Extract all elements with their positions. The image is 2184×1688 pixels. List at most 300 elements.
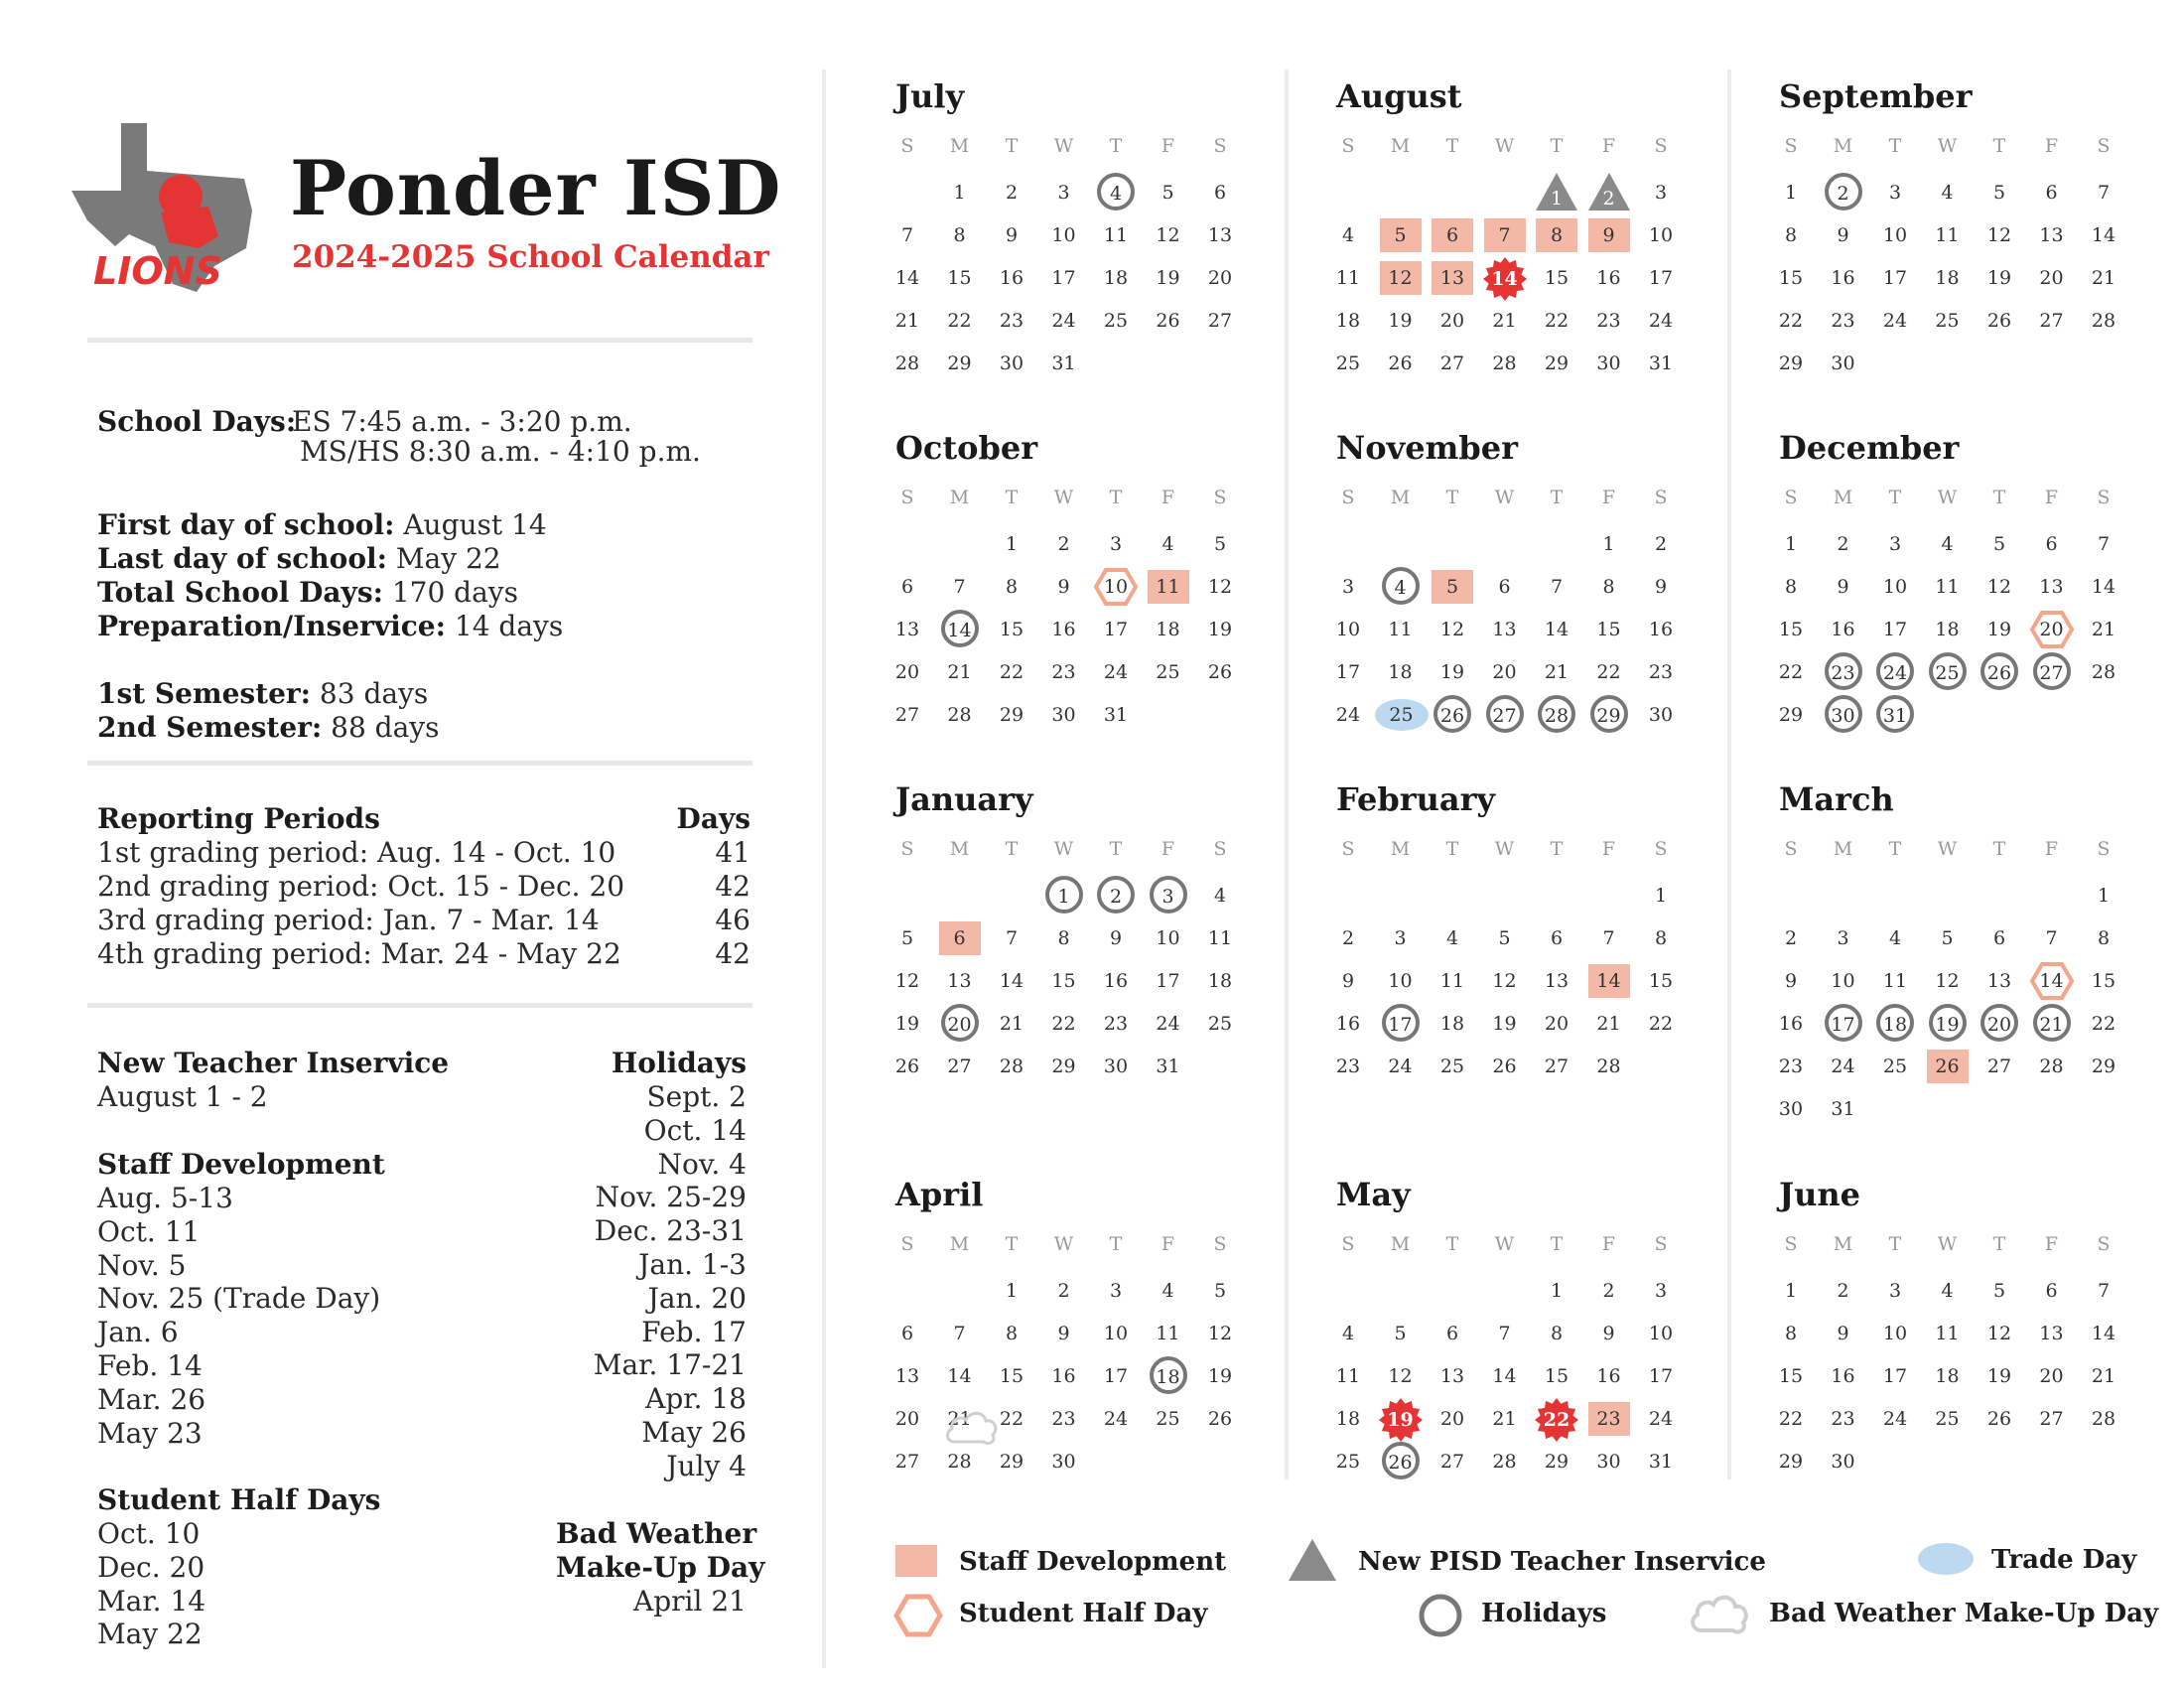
calendar-day: 1 (1654, 885, 1668, 907)
calendar-day: 24 (1051, 310, 1076, 332)
calendar-day: 4 (1161, 533, 1174, 555)
month-name: December (1779, 429, 1960, 467)
calendar-day: 3 (1109, 533, 1123, 555)
calendar-day-trade: 25 (1375, 695, 1427, 735)
weekday-label: T (1109, 487, 1123, 508)
calendar-day: 23 (1831, 310, 1855, 332)
weekday-label: T (1005, 487, 1019, 508)
info-panel (0, 0, 814, 1688)
calendar-day: 13 (2039, 224, 2064, 246)
weekday-label: S (1341, 487, 1355, 508)
calendar-day: 8 (1005, 1323, 1019, 1344)
holiday-item: Nov. 4 (657, 1147, 747, 1181)
holiday-item: Oct. 14 (643, 1113, 747, 1147)
calendar-day-half: 20 (2026, 610, 2078, 649)
calendar-day: 8 (1550, 1323, 1564, 1344)
calendar-day: 25 (1882, 1055, 1908, 1077)
holiday-item: May 26 (641, 1416, 747, 1449)
calendar-day: 31 (1156, 1055, 1180, 1077)
weekday-label: T (1888, 838, 1902, 860)
calendar-day: 28 (2039, 1055, 2064, 1077)
calendar-day: 13 (2039, 1323, 2064, 1344)
calendar-day: 1 (953, 182, 966, 204)
calendar-day: 20 (1439, 1408, 1465, 1430)
calendar-day-staff: 13 (1432, 261, 1473, 295)
calendar-day: 12 (1492, 970, 1517, 992)
calendar-day-holiday: 27 (2026, 652, 2078, 692)
calendar-day: 31 (1103, 704, 1129, 726)
calendar-day: 29 (1778, 704, 1804, 726)
calendar-day: 24 (1831, 1055, 1855, 1077)
calendar-day: 29 (1544, 352, 1570, 374)
weekday-label: W (1494, 838, 1515, 860)
column-divider (1285, 70, 1289, 1479)
calendar-day: 3 (1888, 1280, 1902, 1302)
calendar-day: 9 (1057, 576, 1070, 598)
weekday-label: T (1992, 135, 2006, 157)
calendar-day: 13 (1439, 1365, 1465, 1387)
weekday-label: F (1160, 487, 1175, 508)
half-day-item: Oct. 10 (97, 1517, 201, 1550)
calendar-day: 26 (1986, 310, 2012, 332)
weekday-label: S (2097, 487, 2111, 508)
calendar-day: 7 (1005, 927, 1019, 949)
month-name: September (1779, 77, 1973, 115)
calendar-day: 24 (1882, 1408, 1908, 1430)
calendar-day: 17 (1156, 970, 1180, 992)
calendar-day-holiday: 18 (1143, 1356, 1194, 1396)
calendar-day: 30 (1051, 704, 1076, 726)
calendar-day: 8 (953, 224, 966, 246)
weekday-label: S (2097, 838, 2111, 860)
weekday-label: W (1053, 487, 1074, 508)
calendar-day: 15 (1051, 970, 1076, 992)
calendar-day: 19 (1986, 619, 2012, 640)
weekday-label: S (1784, 1233, 1798, 1255)
calendar-day-holiday: 29 (1583, 695, 1635, 735)
calendar-day: 7 (900, 224, 914, 246)
calendar-day: 17 (1103, 1365, 1129, 1387)
calendar-day: 19 (1207, 619, 1233, 640)
calendar-day: 24 (1103, 1408, 1129, 1430)
school-days-label: School Days: (97, 405, 297, 438)
calendar-day: 21 (2091, 267, 2116, 289)
last-day: Last day of school: May 22 (97, 542, 501, 575)
weekday-label: S (1341, 135, 1355, 157)
calendar-day: 21 (894, 310, 920, 332)
calendar-day-staff: 11 (1148, 570, 1189, 604)
calendar-day: 6 (2045, 182, 2058, 204)
calendar-day-holiday: 23 (1818, 652, 1869, 692)
calendar-day: 28 (2091, 661, 2116, 683)
weekday-label: S (2097, 1233, 2111, 1255)
half-days-header: Student Half Days (97, 1483, 381, 1516)
weekday-label: S (900, 1233, 914, 1255)
calendar-day: 19 (1986, 1365, 2012, 1387)
calendar-day: 16 (999, 267, 1024, 289)
calendar-day: 13 (1492, 619, 1517, 640)
calendar-day: 7 (1498, 1323, 1511, 1344)
weekday-label: T (1109, 838, 1123, 860)
calendar-day-staff: 5 (1380, 218, 1422, 252)
circle-icon (1418, 1593, 1463, 1638)
calendar-day: 5 (1992, 182, 2006, 204)
calendar-day: 16 (1335, 1013, 1361, 1035)
calendar-day: 5 (1941, 927, 1954, 949)
calendar-day: 19 (1156, 267, 1180, 289)
holiday-item: Jan. 1-3 (638, 1248, 747, 1281)
calendar-day: 21 (1492, 1408, 1517, 1430)
calendar-day: 1 (1602, 533, 1615, 555)
weekday-label: M (1390, 135, 1411, 157)
weekday-label: T (1445, 487, 1459, 508)
weekday-label: F (2044, 1233, 2059, 1255)
calendar-day: 6 (2045, 533, 2058, 555)
bad-weather-item: April 21 (633, 1585, 747, 1618)
calendar-day: 1 (1784, 533, 1798, 555)
weekday-label: T (1005, 838, 1019, 860)
calendar-day: 8 (1784, 224, 1798, 246)
school-days-mshs: MS/HS 8:30 a.m. - 4:10 p.m. (300, 435, 701, 468)
calendar-day: 2 (1005, 182, 1019, 204)
weekday-label: M (1833, 838, 1853, 860)
calendar-day: 23 (1831, 1408, 1855, 1430)
calendar-day: 30 (1648, 704, 1674, 726)
calendar-day: 12 (1935, 970, 1960, 992)
weekday-label: F (2044, 135, 2059, 157)
month-name: April (895, 1176, 984, 1213)
weekday-label: S (900, 487, 914, 508)
calendar-day: 27 (1544, 1055, 1570, 1077)
calendar-day: 30 (1596, 352, 1621, 374)
calendar-day-holiday: 30 (1818, 695, 1869, 735)
calendar-day: 4 (1941, 533, 1954, 555)
calendar-day: 20 (1544, 1013, 1570, 1035)
calendar-day: 1 (1784, 182, 1798, 204)
triangle-icon (1287, 1537, 1338, 1583)
page-subtitle: 2024-2025 School Calendar (292, 239, 769, 275)
calendar-day: 28 (2091, 310, 2116, 332)
weekday-label: T (1005, 135, 1019, 157)
weekday-label: S (900, 838, 914, 860)
divider (87, 338, 752, 343)
calendar-day-star: 14 (1479, 258, 1531, 298)
calendar-day-staff: 23 (1588, 1402, 1630, 1436)
texas-lion-logo (69, 117, 258, 296)
weekday-label: W (1937, 1233, 1958, 1255)
month-name: January (895, 780, 1033, 818)
new-teacher-item: August 1 - 2 (97, 1080, 268, 1113)
calendar-day: 29 (1778, 1451, 1804, 1473)
holiday-item: Jan. 20 (647, 1281, 747, 1315)
calendar-day: 13 (1544, 970, 1570, 992)
calendar-day: 18 (1335, 310, 1361, 332)
triangle-icon (1532, 171, 1581, 211)
calendar-day-holiday: 4 (1375, 567, 1427, 607)
calendar-day: 18 (1156, 619, 1180, 640)
calendar-day: 4 (1213, 885, 1227, 907)
calendar-day-holiday: 3 (1143, 876, 1194, 915)
weekday-label: S (1654, 1233, 1668, 1255)
calendar-day: 9 (1602, 1323, 1615, 1344)
month-name: May (1336, 1176, 1411, 1213)
calendar-day-holiday: 21 (2026, 1004, 2078, 1044)
weekday-label: S (1341, 1233, 1355, 1255)
calendar-day: 29 (1544, 1451, 1570, 1473)
calendar-day: 23 (999, 310, 1024, 332)
calendar-day: 15 (1544, 1365, 1570, 1387)
bad-weather-header: Bad Weather (556, 1517, 757, 1550)
calendar-day: 17 (1882, 267, 1908, 289)
weekday-label: S (1213, 135, 1227, 157)
calendar-day-holiday: 1 (1038, 876, 1090, 915)
logo-text: LIONS (93, 249, 222, 293)
calendar-day: 28 (1492, 1451, 1517, 1473)
calendar-day: 30 (1778, 1098, 1804, 1120)
star-burst-icon (1534, 1397, 1579, 1443)
calendar-day: 6 (900, 1323, 914, 1344)
calendar-day: 9 (1057, 1323, 1070, 1344)
calendar-day: 25 (1103, 310, 1129, 332)
calendar-day: 26 (1492, 1055, 1517, 1077)
calendar-day: 13 (894, 1365, 920, 1387)
calendar-day-half: 14 (2026, 961, 2078, 1001)
calendar-day: 6 (1992, 927, 2006, 949)
half-day-item: Mar. 14 (97, 1584, 206, 1618)
reporting-period-label: 2nd grading period: Oct. 15 - Dec. 20 (97, 870, 625, 903)
calendar-day: 28 (2091, 1408, 2116, 1430)
calendar-day: 22 (1544, 310, 1570, 332)
calendar-day: 22 (999, 661, 1024, 683)
calendar-day: 11 (1935, 224, 1960, 246)
hexagon-icon (1093, 567, 1139, 607)
calendar-day: 27 (2039, 1408, 2064, 1430)
calendar-day: 26 (1207, 1408, 1233, 1430)
weekday-label: S (1654, 838, 1668, 860)
calendar-day: 28 (947, 704, 972, 726)
calendar-day: 17 (1051, 267, 1076, 289)
calendar-day: 18 (1207, 970, 1233, 992)
calendar-day: 7 (953, 1323, 966, 1344)
month-name: June (1779, 1176, 1861, 1213)
calendar-day: 15 (1778, 267, 1804, 289)
calendar-day: 12 (1439, 619, 1465, 640)
calendar-day: 27 (2039, 310, 2064, 332)
calendar-day-holiday: 25 (1922, 652, 1974, 692)
calendar-day: 24 (1882, 310, 1908, 332)
calendar-day: 5 (1992, 533, 2006, 555)
reporting-period-days: 42 (715, 937, 751, 970)
weekday-label: F (2044, 487, 2059, 508)
weekday-label: S (1213, 487, 1227, 508)
calendar-day: 11 (1335, 1365, 1361, 1387)
calendar-day: 3 (1109, 1280, 1123, 1302)
calendar-day: 3 (1341, 576, 1355, 598)
calendar-day: 4 (1161, 1280, 1174, 1302)
calendar-day-holiday: 26 (1375, 1442, 1427, 1481)
calendar-day: 9 (1654, 576, 1668, 598)
weekday-label: T (1445, 135, 1459, 157)
weekday-label: S (1213, 1233, 1227, 1255)
calendar-day: 5 (900, 927, 914, 949)
calendar-day: 10 (1882, 1323, 1908, 1344)
calendar-day: 2 (1837, 533, 1849, 555)
calendar-day: 20 (1492, 661, 1517, 683)
weekday-label: M (1833, 1233, 1853, 1255)
calendar-day: 22 (1778, 310, 1804, 332)
calendar-day-staff: 7 (1484, 218, 1526, 252)
holiday-item: Feb. 17 (641, 1315, 747, 1348)
calendar-day-holiday: 20 (1974, 1004, 2025, 1044)
calendar-day-holiday: 28 (1531, 695, 1582, 735)
reporting-period-days: 42 (715, 870, 751, 903)
calendar-day: 25 (1335, 1451, 1361, 1473)
half-day-item: May 22 (97, 1618, 203, 1651)
calendar-day: 15 (999, 619, 1024, 640)
calendar-day: 22 (1778, 661, 1804, 683)
calendar-day-cloud: 21 (934, 1399, 986, 1439)
calendar-day: 5 (1161, 182, 1174, 204)
staff-dev-header: Staff Development (97, 1148, 385, 1181)
weekday-label: W (1494, 487, 1515, 508)
calendar-day: 15 (1778, 619, 1804, 640)
calendar-day: 12 (1986, 576, 2012, 598)
month-name: March (1779, 780, 1894, 818)
weekday-label: W (1937, 135, 1958, 157)
calendar-day: 23 (1051, 1408, 1076, 1430)
calendar-day-staff: 12 (1380, 261, 1422, 295)
calendar-day-staff: 8 (1536, 218, 1577, 252)
staff-legend-swatch (895, 1545, 937, 1577)
first-day: First day of school: August 14 (97, 508, 547, 541)
calendar-day: 16 (1596, 1365, 1621, 1387)
weekday-label: F (1601, 487, 1616, 508)
calendar-day-holiday: 31 (1869, 695, 1921, 735)
holiday-item: July 4 (666, 1449, 747, 1482)
calendar-day: 22 (1778, 1408, 1804, 1430)
semester-2: 2nd Semester: 88 days (97, 711, 440, 744)
calendar-day: 28 (894, 352, 920, 374)
calendar-day: 31 (1831, 1098, 1855, 1120)
weekday-label: T (1888, 487, 1902, 508)
month-name: November (1336, 429, 1518, 467)
calendar-day: 8 (1654, 927, 1668, 949)
weekday-label: S (2097, 135, 2111, 157)
calendar-day-holiday: 17 (1375, 1004, 1427, 1044)
calendar-day: 22 (1051, 1013, 1076, 1035)
staff-dev-item: Mar. 26 (97, 1382, 206, 1416)
calendar-day: 23 (1648, 661, 1674, 683)
calendar-day: 26 (1156, 310, 1180, 332)
weekday-label: T (1550, 487, 1564, 508)
calendar-day: 2 (1837, 1280, 1849, 1302)
calendar-day: 30 (1831, 1451, 1855, 1473)
calendar-day: 3 (1888, 182, 1902, 204)
calendar-day: 10 (1648, 224, 1674, 246)
calendar-day: 2 (1784, 927, 1798, 949)
calendar-day: 9 (1837, 224, 1849, 246)
calendar-day: 21 (1544, 661, 1570, 683)
calendar-day: 11 (1439, 970, 1465, 992)
calendar-day: 15 (947, 267, 972, 289)
calendar-day: 10 (1882, 576, 1908, 598)
hexagon-icon (893, 1593, 943, 1638)
calendar-day: 4 (1941, 182, 1954, 204)
calendar-day-holiday: 2 (1818, 173, 1869, 212)
calendar-day: 27 (894, 1451, 920, 1473)
calendar-day: 10 (1156, 927, 1180, 949)
calendar-day: 22 (1596, 661, 1621, 683)
staff-dev-item: Nov. 25 (Trade Day) (97, 1282, 381, 1316)
calendar-day: 31 (1648, 1451, 1674, 1473)
legend-half: Student Half Day (959, 1599, 1208, 1628)
calendar-day: 19 (1388, 310, 1413, 332)
calendar-day: 19 (894, 1013, 920, 1035)
calendar-day: 2 (1654, 533, 1668, 555)
calendar-day: 3 (1057, 182, 1070, 204)
calendar-day: 18 (1935, 619, 1960, 640)
calendar-day: 2 (1341, 927, 1355, 949)
calendar-day: 9 (1005, 224, 1019, 246)
staff-dev-item: Oct. 11 (97, 1214, 201, 1248)
calendar-day-star: 19 (1375, 1399, 1427, 1439)
calendar-day: 19 (1207, 1365, 1233, 1387)
calendar-day: 12 (894, 970, 920, 992)
calendar-day: 30 (999, 352, 1024, 374)
calendar-day: 27 (947, 1055, 972, 1077)
trade-day-icon (1916, 1541, 1976, 1577)
weekday-label: S (1213, 838, 1227, 860)
weekday-label: W (1494, 1233, 1515, 1255)
calendar-day: 1 (1784, 1280, 1798, 1302)
calendar-day: 26 (1388, 352, 1413, 374)
calendar-day: 13 (947, 970, 972, 992)
calendar-day: 3 (1654, 182, 1668, 204)
weekday-label: T (1992, 838, 2006, 860)
calendar-day: 10 (1648, 1323, 1674, 1344)
calendar-day: 16 (1778, 1013, 1804, 1035)
calendar-day: 8 (1784, 1323, 1798, 1344)
weekday-label: W (1494, 135, 1515, 157)
weekday-label: F (1601, 135, 1616, 157)
legend-tri: New PISD Teacher Inservice (1358, 1547, 1766, 1577)
cloud-icon (1688, 1591, 1751, 1638)
calendar-day: 16 (1051, 1365, 1076, 1387)
calendar-day: 11 (1935, 576, 1960, 598)
calendar-day-holiday: 4 (1090, 173, 1142, 212)
calendar-day: 6 (1550, 927, 1564, 949)
weekday-label: M (1390, 1233, 1411, 1255)
calendar-day: 11 (1935, 1323, 1960, 1344)
calendar-day: 14 (2091, 576, 2116, 598)
calendar-day: 1 (1550, 1280, 1564, 1302)
holiday-item: Nov. 25-29 (595, 1181, 747, 1214)
calendar-day: 30 (1831, 352, 1855, 374)
calendar-day: 18 (1103, 267, 1129, 289)
weekday-label: S (1341, 838, 1355, 860)
calendar-day-holiday: 19 (1922, 1004, 1974, 1044)
calendar-day: 30 (1103, 1055, 1129, 1077)
calendar-day: 16 (1648, 619, 1674, 640)
calendar-day: 26 (1207, 661, 1233, 683)
weekday-label: T (1550, 838, 1564, 860)
calendar-day: 10 (1051, 224, 1076, 246)
calendar-day: 28 (999, 1055, 1024, 1077)
staff-dev-item: May 23 (97, 1416, 203, 1450)
calendar-day: 16 (1831, 1365, 1855, 1387)
calendar-day: 8 (1057, 927, 1070, 949)
calendar-day-half: 10 (1090, 567, 1142, 607)
